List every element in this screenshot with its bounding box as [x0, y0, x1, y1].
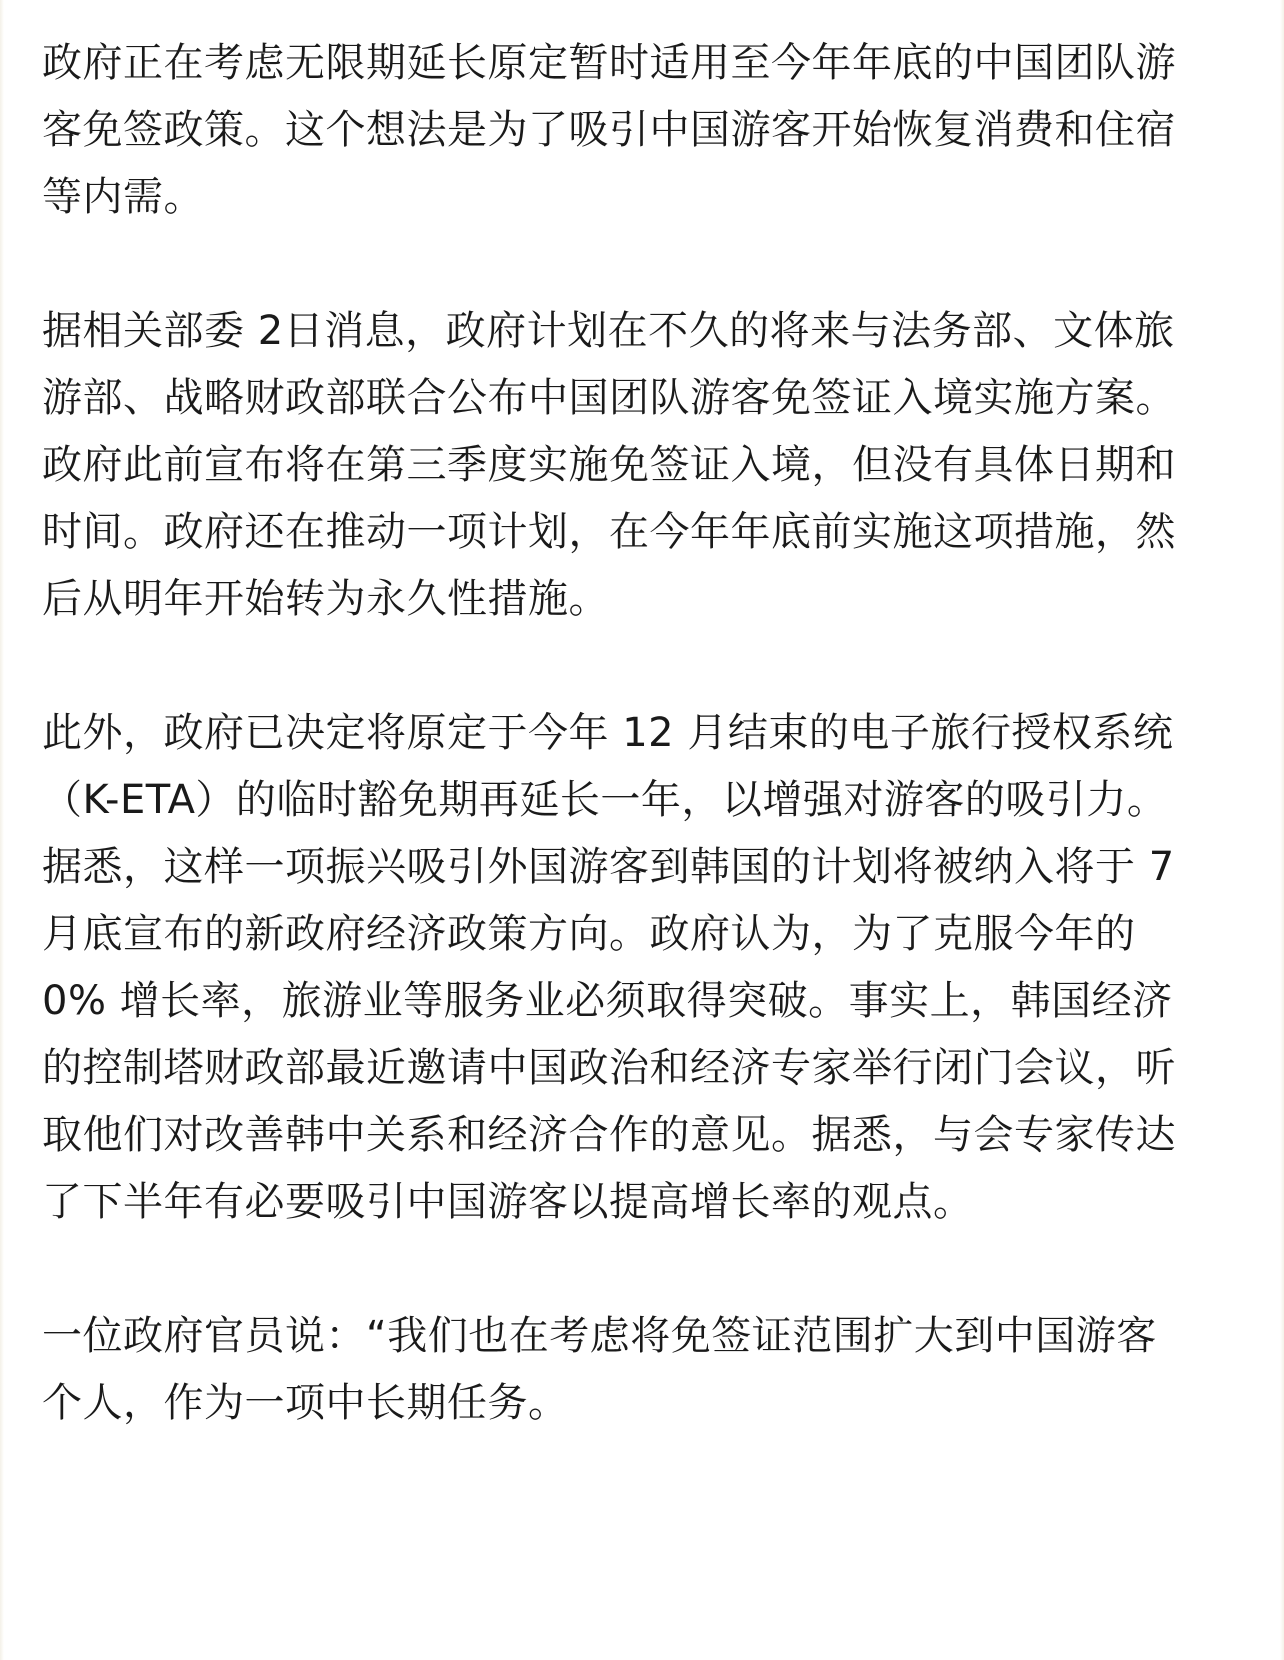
paragraph-k-eta-exemption: 此外，政府已决定将原定于今年 12 月结束的电子旅行授权系统（K-ETA）的临时豁免期再延长一年，以增强对游客的吸引力。 据悉，这样一项振兴吸引外国游客到韩国的计划将被纳入将于 7 月底宣布的新政府经济政策方向。政府认为，为了克服今年的 0% 增长率，旅游业等服务业必须取得突破。事实上，韩国经济的控制塔财政部最近邀请中国政治和经济专家举行闭门会议，听取他们对改善韩中关系和经济合作的意见。据悉，与会专家传达了下半年有必要吸引中国游客以提高增长率的观点。 — [42, 710, 1176, 1225]
article-body — [42, 30, 1182, 1437]
paragraph-visa-extension: 政府正在考虑无限期延长原定暂时适用至今年年底的中国团队游客免签政策。这个想法是为了吸引中国游客开始恢复消费和住宿等内需。 — [42, 40, 1176, 220]
paragraph-implementation-plan: 据相关部委 2日消息，政府计划在不久的将来与法务部、文体旅游部、战略财政部联合公布中国团队游客免签证入境实施方案。政府此前宣布将在第三季度实施免签证入境，但没有具体日期和时间。政府还在推动一项计划，在今年年底前实施这项措施，然后从明年开始转为永久性措施。 — [42, 308, 1176, 622]
paragraph-official-quote: 一位政府官员说：“我们也在考虑将免签证范围扩大到中国游客个人，作为一项中长期任务。 — [42, 1313, 1157, 1426]
left-edge-shadow — [0, 0, 4, 1660]
right-edge-shadow — [1280, 0, 1284, 1660]
